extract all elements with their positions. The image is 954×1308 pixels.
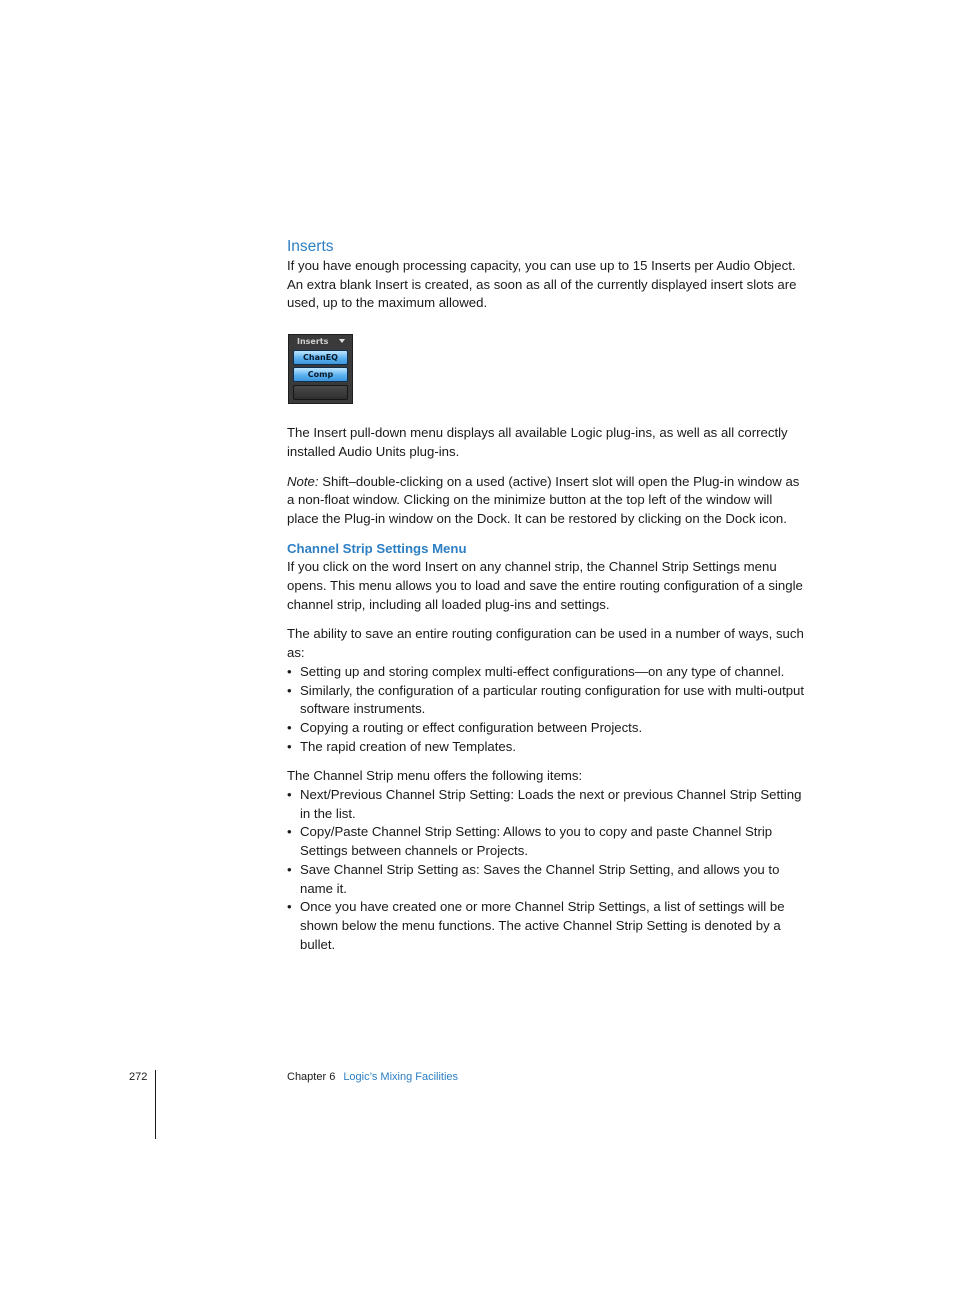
inserts-intro-paragraph: If you have enough processing capacity, you can use up to 15 Inserts per Audio Object. An extra blank Insert is created, as soon as all of the currently displayed insert slots are used, up to the maximum allowed. xyxy=(287,258,797,311)
dropdown-arrow-icon xyxy=(339,339,345,343)
footer-chapter xyxy=(287,1070,458,1084)
page-number: 272 xyxy=(129,1071,148,1083)
insert-slot-comp[interactable]: Comp xyxy=(293,367,348,382)
list-item xyxy=(287,861,807,898)
inserts-header-label: Inserts xyxy=(297,337,329,347)
ability-bullet-list xyxy=(287,663,807,757)
menu-items-paragraph: The Channel Strip menu offers the following items: xyxy=(287,768,583,784)
subsection-heading: Channel Strip Settings Menu xyxy=(287,540,467,556)
ability-paragraph: The ability to save an entire routing configuration can be used in a number of ways, such as: xyxy=(287,626,804,661)
list-item xyxy=(287,738,807,757)
note-text: Shift–double-clicking on a used (active) Insert slot will open the Plug-in window as a non-float window. Clicking on the minimize button at the top left of the window will place the Plug-in window on the Dock. It can be restored by clicking on the Dock icon. xyxy=(287,473,800,526)
list-item-text: The rapid creation of new Templates. xyxy=(300,738,517,754)
menu-bullet-list xyxy=(287,786,807,954)
chapter-label: Chapter 6 xyxy=(287,1071,336,1083)
insert-slot-empty[interactable] xyxy=(293,385,348,400)
list-item-text: Similarly, the configuration of a particular routing configuration for use with multi-output software instruments. xyxy=(300,682,805,717)
list-item xyxy=(287,823,807,860)
list-item-text: Once you have created one or more Channel Strip Settings, a list of settings will be shown below the menu functions. The active Channel Strip Setting is denoted by a bullet. xyxy=(300,899,785,952)
bullet-icon: • xyxy=(287,738,292,754)
list-item xyxy=(287,786,807,823)
bullet-icon: • xyxy=(287,787,292,803)
bullet-icon: • xyxy=(287,824,292,840)
list-item xyxy=(287,719,807,738)
note-label: Note: xyxy=(287,473,319,489)
list-item xyxy=(287,682,807,719)
list-item-text: Setting up and storing complex multi-effect configurations—on any type of channel. xyxy=(300,663,785,679)
bullet-icon: • xyxy=(287,663,292,679)
bullet-icon: • xyxy=(287,899,292,915)
bullet-icon: • xyxy=(287,682,292,698)
pulldown-paragraph: The Insert pull-down menu displays all available Logic plug-ins, as well as all correctly installed Audio Units plug-ins. xyxy=(287,425,788,459)
channel-strip-intro-paragraph: If you click on the word Insert on any channel strip, the Channel Strip Settings menu opens. This menu allows you to load and save the entire routing configuration of a single channel strip, including all loaded plug-ins and settings. xyxy=(287,559,803,612)
chapter-title: Logic’s Mixing Facilities xyxy=(343,1071,459,1083)
list-item-text: Copying a routing or effect configuration between Projects. xyxy=(300,719,643,735)
note-paragraph xyxy=(287,473,807,529)
bullet-icon: • xyxy=(287,861,292,877)
inserts-header[interactable] xyxy=(289,336,352,347)
page-content xyxy=(287,236,807,965)
list-item xyxy=(287,663,807,682)
list-item xyxy=(287,898,807,954)
section-heading: Inserts xyxy=(287,238,334,255)
footer-divider xyxy=(155,1070,156,1139)
list-item-text: Copy/Paste Channel Strip Setting: Allows to you to copy and paste Channel Strip Settings between channels or Projects. xyxy=(300,824,773,859)
insert-slot-chaneq[interactable]: ChanEQ xyxy=(293,350,348,365)
inserts-widget-image xyxy=(288,334,353,404)
list-item-text: Next/Previous Channel Strip Setting: Loads the next or previous Channel Strip Setting in the list. xyxy=(300,787,802,821)
bullet-icon: • xyxy=(287,719,292,735)
list-item-text: Save Channel Strip Setting as: Saves the Channel Strip Setting, and allows you to name it. xyxy=(300,861,780,896)
